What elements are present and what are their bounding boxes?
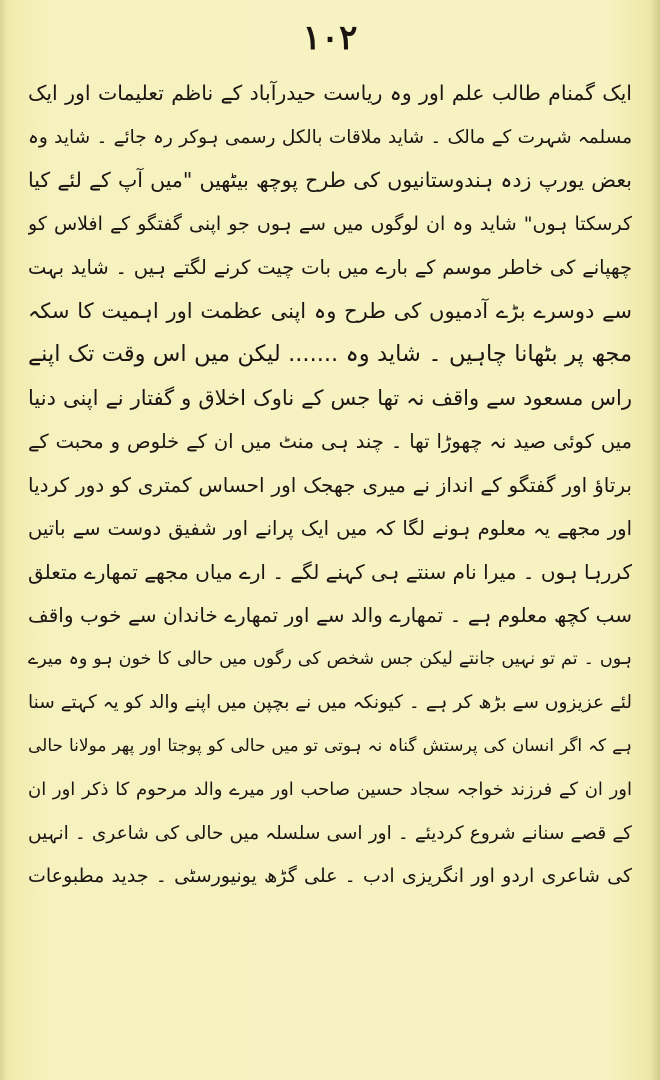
text-line: اور مجھے یہ معلوم ہونے لگا کہ میں ایک پرانے اور شفیق دوست سے باتیں — [28, 517, 632, 540]
text-line: مجھ پر بٹھانا چاہیں ۔ شاید وہ ....... لیکن میں اس وقت تک اپنے — [28, 341, 632, 367]
page-edge-shadow-left — [0, 0, 8, 1080]
text-line: ایک گمنام طالب علم اور وہ ریاست حیدرآباد کے ناظم تعلیمات اور ایک — [28, 81, 632, 105]
text-line: مسلمہ شہرت کے مالک ۔ شاید ملاقات بالکل رسمی ہوکر رہ جائے ۔ شاید وہ — [28, 126, 632, 148]
text-line: اور ان کے فرزند خواجہ سجاد حسین صاحب اور میرے والد مرحوم کا ذکر اور ان — [28, 779, 632, 800]
text-line: سب کچھ معلوم ہے ۔ تمھارے والد سے اور تمھارے خاندان سے خوب واقف — [28, 603, 632, 627]
text-line: لئے عزیزوں سے بڑھ کر ہے ۔ کیونکہ میں نے بچپن میں اپنے والد کو یہ کہتے سنا — [28, 692, 632, 713]
page-edge-shadow-right — [650, 0, 660, 1080]
text-line: برتاؤ اور گفتگو کے انداز نے میری جھجک اور احساس کمتری کو دور کردیا — [28, 472, 632, 497]
body-text — [28, 72, 632, 899]
text-line: راس مسعود سے واقف نہ تھا جس کے ناوک اخلاق و گفتار نے اپنی دنیا — [28, 385, 632, 410]
text-line: چھپانے کی خاطر موسم کے بارے میں بات چیت کرنے لگتے ہیں ۔ شاید بہت — [28, 256, 632, 279]
text-line: کی شاعری اردو اور انگریزی ادب ۔ علی گڑھ یونیورسٹی ۔ جدید مطبوعات — [28, 865, 632, 887]
text-line: ہوں ۔ تم تو نہیں جانتے لیکن جس شخص کی رگوں میں حالی کا خون ہو وہ میرے — [28, 648, 632, 669]
text-line: کررہا ہوں ۔ میرا نام سنتے ہی کہنے لگے ۔ ارے میاں مجھے تمھارے متعلق — [28, 559, 632, 584]
text-line: کرسکتا ہوں" شاید وہ ان لوگوں میں سے ہوں جو اپنی گفتگو کے افلاس کو — [28, 212, 632, 235]
text-line: ہے کہ اگر انسان کی پرستش گناہ نہ ہوتی تو میں حالی کو پوجتا اور پھر مولانا حالی — [28, 735, 632, 756]
page-number: ۱۰۲ — [302, 18, 358, 58]
text-line: سے دوسرے بڑے آدمیوں کی طرح وہ اپنی عظمت اور اہمیت کا سکہ — [28, 298, 632, 323]
text-line: بعض یورپ زدہ ہندوستانیوں کی طرح پوچھ بیٹھیں "میں آپ کے لئے کیا — [28, 168, 632, 192]
text-line: کے قصے سنانے شروع کردیئے ۔ اور اسی سلسلہ میں حالی کی شاعری ۔ انہیں — [28, 822, 632, 844]
text-line: میں کوئی صید نہ چھوڑا تھا ۔ چند ہی منٹ میں ان کے خلوص و محبت کے — [28, 430, 632, 453]
